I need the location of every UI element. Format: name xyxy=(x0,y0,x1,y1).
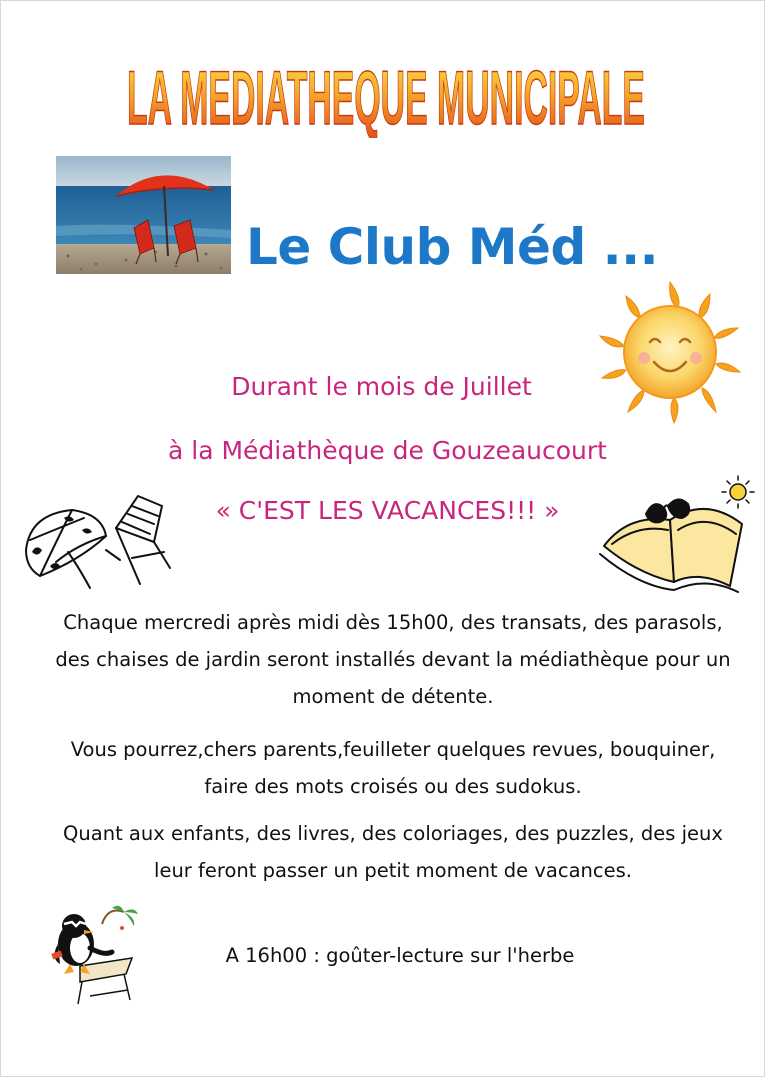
club-title: Le Club Méd ... xyxy=(246,218,659,276)
body-paragraph-2-text: Vous pourrez,chers parents,feuilleter quelques revues, bouquiner, faire des mots croisés ou des sudokus. xyxy=(70,738,716,798)
parasol-deckchair-icon xyxy=(20,488,175,593)
body-paragraph-4-text: A 16h00 : goûter-lecture sur l'herbe xyxy=(225,944,575,967)
header-wordart xyxy=(0,38,765,138)
announce-vacances: « C'EST LES VACANCES!!! » xyxy=(215,496,560,525)
open-book-sunglasses-icon xyxy=(598,474,758,594)
penguin-deckchair-icon xyxy=(50,904,140,1009)
header-title: LA MEDIATHEQUE MUNICIPALE xyxy=(127,56,645,138)
sun-icon xyxy=(598,280,743,425)
body-paragraph-3 xyxy=(48,815,738,889)
body-paragraph-1 xyxy=(48,604,738,715)
body-paragraph-3-text: Quant aux enfants, des livres, des coloriages, des puzzles, des jeux leur feront passer un petit moment de vacances. xyxy=(63,822,723,882)
beach-umbrella-photo xyxy=(56,156,231,274)
body-paragraph-4 xyxy=(140,937,660,974)
announce-location: à la Médiathèque de Gouzeaucourt xyxy=(168,436,607,465)
announce-month: Durant le mois de Juillet xyxy=(231,372,532,401)
body-paragraph-1-text: Chaque mercredi après midi dès 15h00, des transats, des parasols, des chaises de jardin seront installés devant la médiathèque pour un moment de détente. xyxy=(55,611,731,708)
body-paragraph-2 xyxy=(48,731,738,805)
